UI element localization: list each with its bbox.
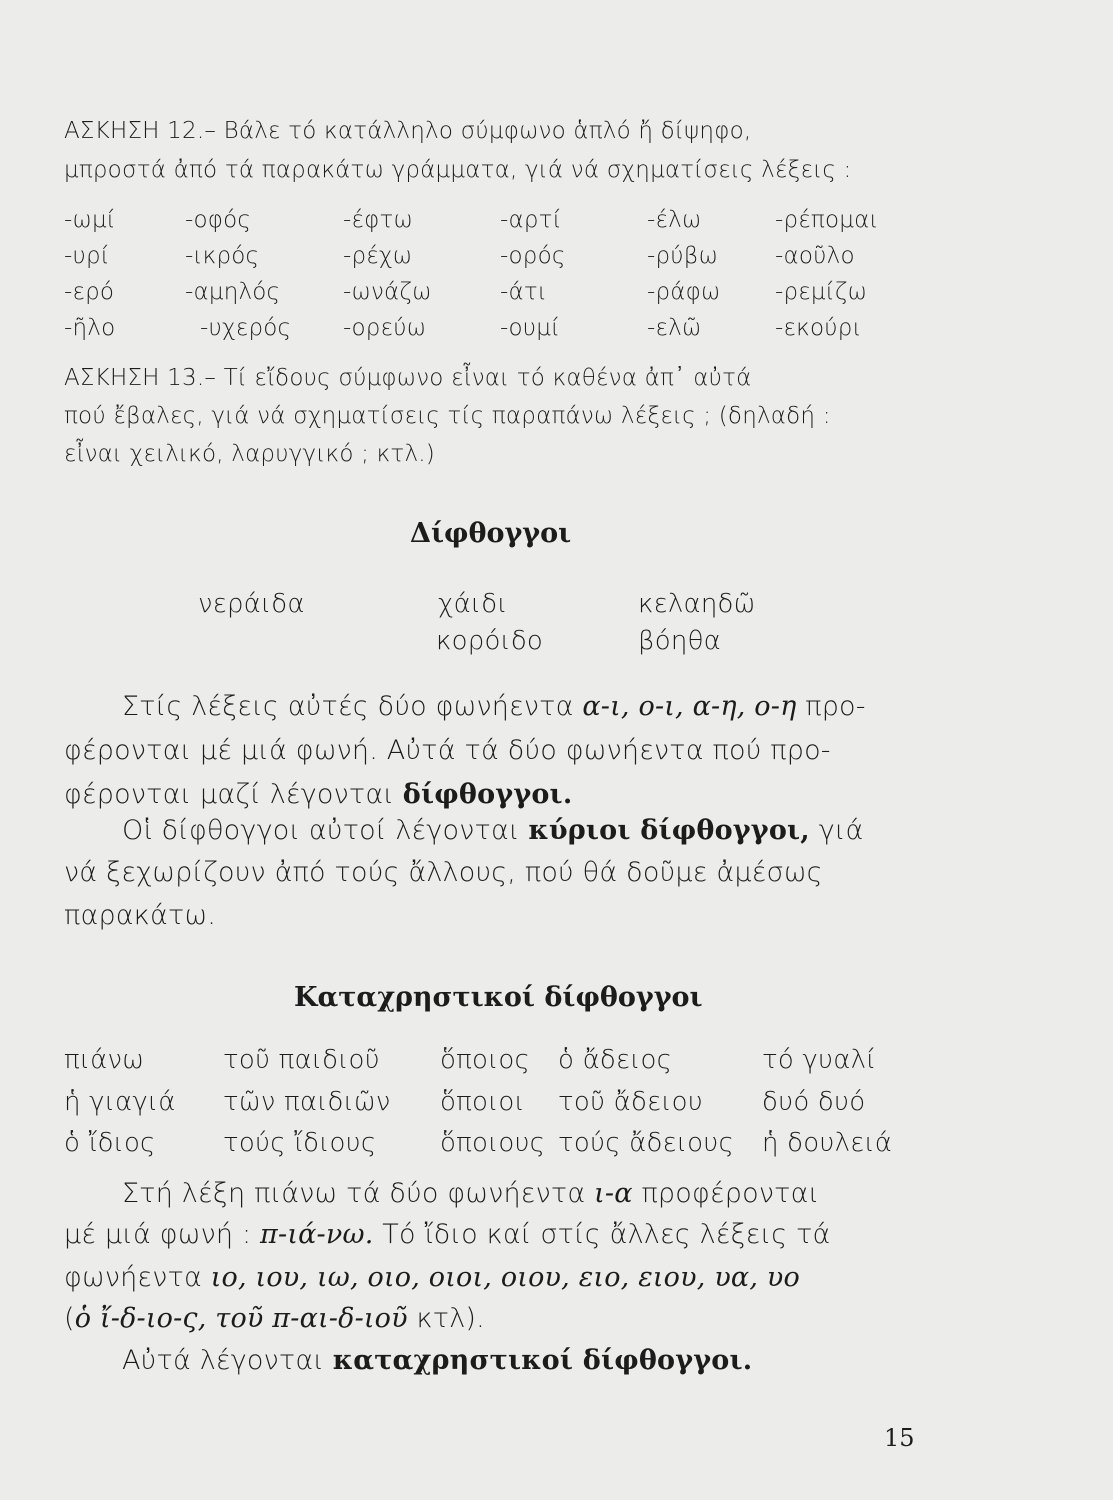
word-cell: -αρτί — [500, 207, 562, 233]
example-word: ὅποιους — [440, 1128, 546, 1158]
paragraph-line: φέρονται μέ μιά φωνή. Αὐτά τά δύο φωνήεντα πού προ- — [64, 735, 831, 766]
word-cell: -ωμί — [64, 207, 116, 233]
example-word: πιάνω — [64, 1045, 145, 1075]
word-cell: -ωνάζω — [343, 279, 432, 305]
example-word: ἡ γιαγιά — [64, 1087, 176, 1117]
example-word: τό γυαλί — [762, 1045, 877, 1075]
word-cell: -αοῦλο — [775, 243, 855, 269]
example-word: βόηθα — [638, 626, 722, 656]
section-heading-improper-diphthongs: Καταχρηστικοί δίφθογγοι — [294, 982, 703, 1013]
paragraph-line: μέ μιά φωνή : π-ιά-νω. Τό ἴδιο καί στίς ἄλλες λέξεις τά — [64, 1219, 831, 1250]
word-cell: -υρί — [64, 243, 110, 269]
word-cell: -ῆλο — [64, 315, 116, 341]
word-cell: -ρεμίζω — [775, 279, 868, 305]
word-cell: -ρέχω — [343, 243, 413, 269]
example-word: ἡ δουλειά — [762, 1128, 893, 1158]
word-cell: -άτι — [500, 279, 548, 305]
example-word: τούς ἄδειους — [558, 1128, 734, 1158]
example-word: τούς ἴδιους — [223, 1128, 377, 1158]
example-word: δυό δυό — [762, 1087, 866, 1117]
paragraph-line: φέρονται μαζί λέγονται δίφθογγοι. — [64, 779, 573, 810]
exercise-13-line-1: ΑΣΚΗΣΗ 13.– Τί εἴδους σύμφωνο εἶναι τό καθένα ἀπ᾽ αὐτά — [64, 365, 752, 391]
paragraph-line: Στή λέξη πιάνω τά δύο φωνήεντα ι-α προφέρονται — [122, 1178, 820, 1209]
word-cell: -ορός — [500, 243, 566, 269]
exercise-13-line-2: πού ἔβαλες, γιά νά σχηματίσεις τίς παραπάνω λέξεις ; (δηλαδή : — [64, 403, 831, 429]
word-cell: -ερό — [64, 279, 115, 305]
example-word: κελαηδῶ — [638, 589, 756, 619]
word-cell: -ρύβω — [647, 243, 719, 269]
exercise-12-line-2: μπροστά ἀπό τά παρακάτω γράμματα, γιά νά σχηματίσεις λέξεις : — [64, 157, 852, 183]
example-word: ὁ ἄδειος — [558, 1045, 673, 1075]
word-cell: -έλω — [647, 207, 702, 233]
paragraph-line: παρακάτω. — [64, 900, 217, 931]
paragraph-line: φωνήεντα ιο, ιου, ιω, οιο, οιοι, οιου, ειο, ειου, υα, υο — [64, 1262, 801, 1293]
paragraph-line: Αὐτά λέγονται καταχρηστικοί δίφθογγοι. — [122, 1345, 753, 1376]
example-word: ὁ ἴδιος — [64, 1128, 156, 1158]
word-cell: -αμηλός — [185, 279, 281, 305]
paragraph-line: Οἱ δίφθογγοι αὐτοί λέγονται κύριοι δίφθογγοι, γιά — [122, 815, 864, 846]
word-cell: -εκούρι — [775, 315, 862, 341]
word-cell: -ρέπομαι — [775, 207, 879, 233]
paragraph-line: (ὁ ἴ-δ-ιο-ς, τοῦ π-αι-δ-ιοῦ κτλ). — [64, 1303, 485, 1334]
section-heading-diphthongs: Δίφθογγοι — [410, 518, 572, 549]
word-cell: -ορεύω — [343, 315, 427, 341]
word-cell: -ουμί — [500, 315, 561, 341]
word-cell: -οφός — [185, 207, 252, 233]
example-word: χάιδι — [438, 589, 508, 619]
example-word: τοῦ ἄδειου — [558, 1087, 703, 1117]
exercise-12-line-1: ΑΣΚΗΣΗ 12.– Βάλε τό κατάλληλο σύμφωνο ἁπλό ἤ δίψηφο, — [64, 118, 752, 144]
word-cell: -υχερός — [200, 315, 292, 341]
example-word: νεράιδα — [198, 589, 305, 619]
word-cell: -έφτω — [343, 207, 414, 233]
paragraph-line: νά ξεχωρίζουν ἀπό τούς ἄλλους, πού θά δοῦμε ἀμέσως — [64, 857, 823, 888]
example-word: ὅποιος — [440, 1045, 530, 1075]
page-number: 15 — [884, 1424, 915, 1452]
example-word: τῶν παιδιῶν — [223, 1087, 391, 1117]
example-word: κορόιδο — [436, 626, 544, 656]
word-cell: -ικρός — [185, 243, 260, 269]
exercise-13-line-3: εἶναι χειλικό, λαρυγγικό ; κτλ.) — [64, 441, 435, 467]
word-cell: -ράφω — [647, 279, 721, 305]
example-word: τοῦ παιδιοῦ — [223, 1045, 380, 1075]
paragraph-line: Στίς λέξεις αὐτές δύο φωνήεντα α-ι, ο-ι, α-η, ο-η προ- — [122, 691, 866, 722]
word-cell: -ελῶ — [647, 315, 702, 341]
example-word: ὅποιοι — [440, 1087, 525, 1117]
